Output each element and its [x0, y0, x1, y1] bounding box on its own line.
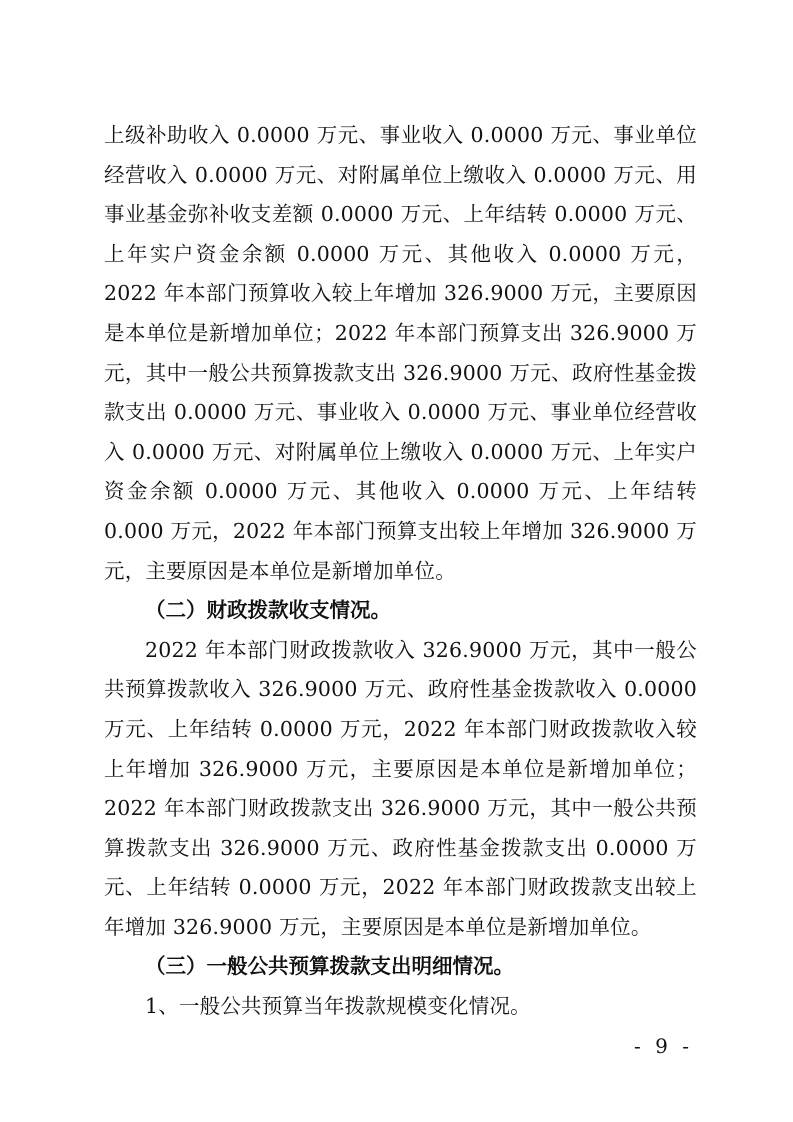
page-number: - 9 -: [634, 1034, 693, 1058]
section-heading: （二）财政拨款收支情况。: [145, 598, 391, 623]
body-paragraph: 上级补助收入 0.0000 万元、事业收入 0.0000 万元、事业单位经营收入 0.0000 万元、对附属单位上缴收入 0.0000 万元、用事业基金弥补收支差额 0.0000 万元、上年结转 0.0000 万元、上年实户资金余额 0.0000 万元、其他收入 0.0000 万元，2022 年本部门预算收入较上年增加 326.9000 万元，主要原因是本单位是新增加单位；2022 年本部门预算支出 326.9000 万元，其中一般公共预算拨款支出 326.9000 万元、政府性基金拨款支出 0.0000 万元、事业收入 0.0000 万元、事业单位经营收入 0.0000 万元、对附属单位上缴收入 0.0000 万元、上年实户资金余额 0.0000 万元、其他收入 0.0000 万元、上年结转 0.000 万元，2022 年本部门预算支出较上年增加 326.9000 万元，主要原因是本单位是新增加单位。: [104, 123, 697, 583]
document-body: [104, 116, 697, 1027]
body-paragraph: 2022 年本部门财政拨款收入 326.9000 万元，其中一般公共预算拨款收入 326.9000 万元、政府性基金拨款收入 0.0000 万元、上年结转 0.0000 万元，2022 年本部门财政拨款收入较上年增加 326.9000 万元，主要原因是本单位是新增加单位；2022 年本部门财政拨款支出 326.9000 万元，其中一般公共预算拨款支出 326.9000 万元、政府性基金拨款支出 0.0000 万元、上年结转 0.0000 万元，2022 年本部门财政拨款支出较上年增加 326.9000 万元，主要原因是本单位是新增加单位。: [104, 637, 697, 939]
section-heading: （三）一般公共预算拨款支出明细情况。: [145, 954, 514, 979]
list-item: 1、一般公共预算当年拨款规模变化情况。: [145, 994, 531, 1019]
